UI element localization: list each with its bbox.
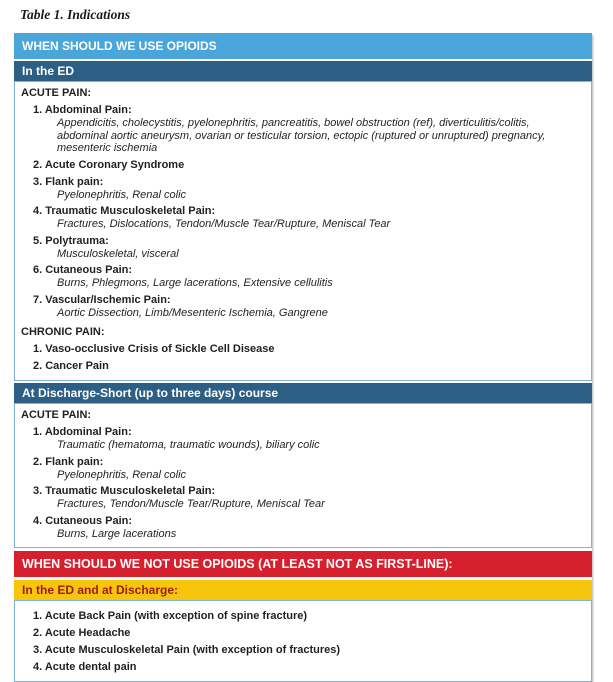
item-label: 2. Acute Coronary Syndrome [33,158,185,171]
item-detail: Traumatic (hematoma, traumatic wounds), biliary colic [57,439,320,451]
item-label: 3. Traumatic Musculoskeletal Pain: [33,485,216,497]
group-heading: ACUTE PAIN: [21,87,92,99]
item-label: 2. Cancer Pain [33,360,109,372]
item-detail: Burns, Large lacerations [57,527,177,540]
list-item [33,341,581,356]
list-item [33,513,581,541]
item-detail: Pyelonephritis, Renal colic [57,188,187,201]
item-label: 1. Abdominal Pain: [33,104,132,116]
ed-and-discharge-subheader: In the ED and at Discharge: [14,580,592,600]
item-detail: Musculoskeletal, visceral [57,247,179,260]
in-the-ed-subheader: In the ED [14,61,592,81]
item-label: 3. Acute Musculoskeletal Pain (with exception of fractures) [33,644,341,656]
page-title: Table 1. Indications [20,7,131,22]
discharge-indications-content [14,403,592,548]
list-item [33,625,581,640]
list-item [33,608,581,623]
use-opioids-header: WHEN SHOULD WE USE OPIOIDS [14,33,592,59]
not-use-opioids-header: WHEN SHOULD WE NOT USE OPIOIDS (AT LEAST NOT AS FIRST-LINE): [14,551,592,577]
list-item [33,642,581,657]
list-item [33,424,581,452]
list-item [33,358,581,373]
list-item [33,233,581,261]
item-label: 2. Flank pain: [33,455,104,468]
item-detail: Fractures, Tendon/Muscle Tear/Rupture, Meniscal Tear [57,498,325,510]
ed-indications-content [14,81,592,381]
list-item [33,292,581,320]
item-detail: Pyelonephritis, Renal colic [57,468,187,481]
indications-table [14,33,592,682]
at-discharge-subheader: At Discharge-Short (up to three days) course [14,383,592,403]
item-label: 3. Flank pain: [33,175,104,188]
item-label: 4. Traumatic Musculoskeletal Pain: [33,205,216,217]
item-label: 4. Cutaneous Pain: [33,514,133,527]
item-detail: Appendicitis, cholecystitis, pyelonephritis, pancreatitis, bowel obstruction (ref), diverticulitis/colitis, abdominal aortic aneurysm, ovarian or testicular torsion, ectopic (ruptured or unruptured) pregnancy, mesenteric ischemia [57,117,546,154]
item-detail: Fractures, Dislocations, Tendon/Muscle Tear/Rupture, Meniscal Tear [57,218,391,230]
item-label: 5. Polytrauma: [33,234,109,247]
list-item [33,659,581,674]
item-label: 1. Abdominal Pain: [33,426,132,438]
item-label: 7. Vascular/Ischemic Pain: [33,293,171,306]
list-item [33,203,581,231]
list-item [33,483,581,511]
list-item [33,102,581,155]
list-item [33,262,581,290]
list-item [33,157,581,172]
group-heading: CHRONIC PAIN: [21,326,105,338]
item-label: 2. Acute Headache [33,627,131,639]
list-item [33,454,581,482]
item-detail: Aortic Dissection, Limb/Mesenteric Ischemia, Gangrene [57,306,328,319]
list-item [33,174,581,202]
item-label: 4. Acute dental pain [33,661,137,673]
item-label: 6. Cutaneous Pain: [33,264,133,276]
item-label: 1. Acute Back Pain (with exception of spine fracture) [33,610,308,622]
group-heading: ACUTE PAIN: [21,409,92,421]
item-label: 1. Vaso-occlusive Crisis of Sickle Cell Disease [33,343,275,355]
not-use-indications-content [14,600,592,682]
item-detail: Burns, Phlegmons, Large lacerations, Extensive cellulitis [57,277,333,289]
